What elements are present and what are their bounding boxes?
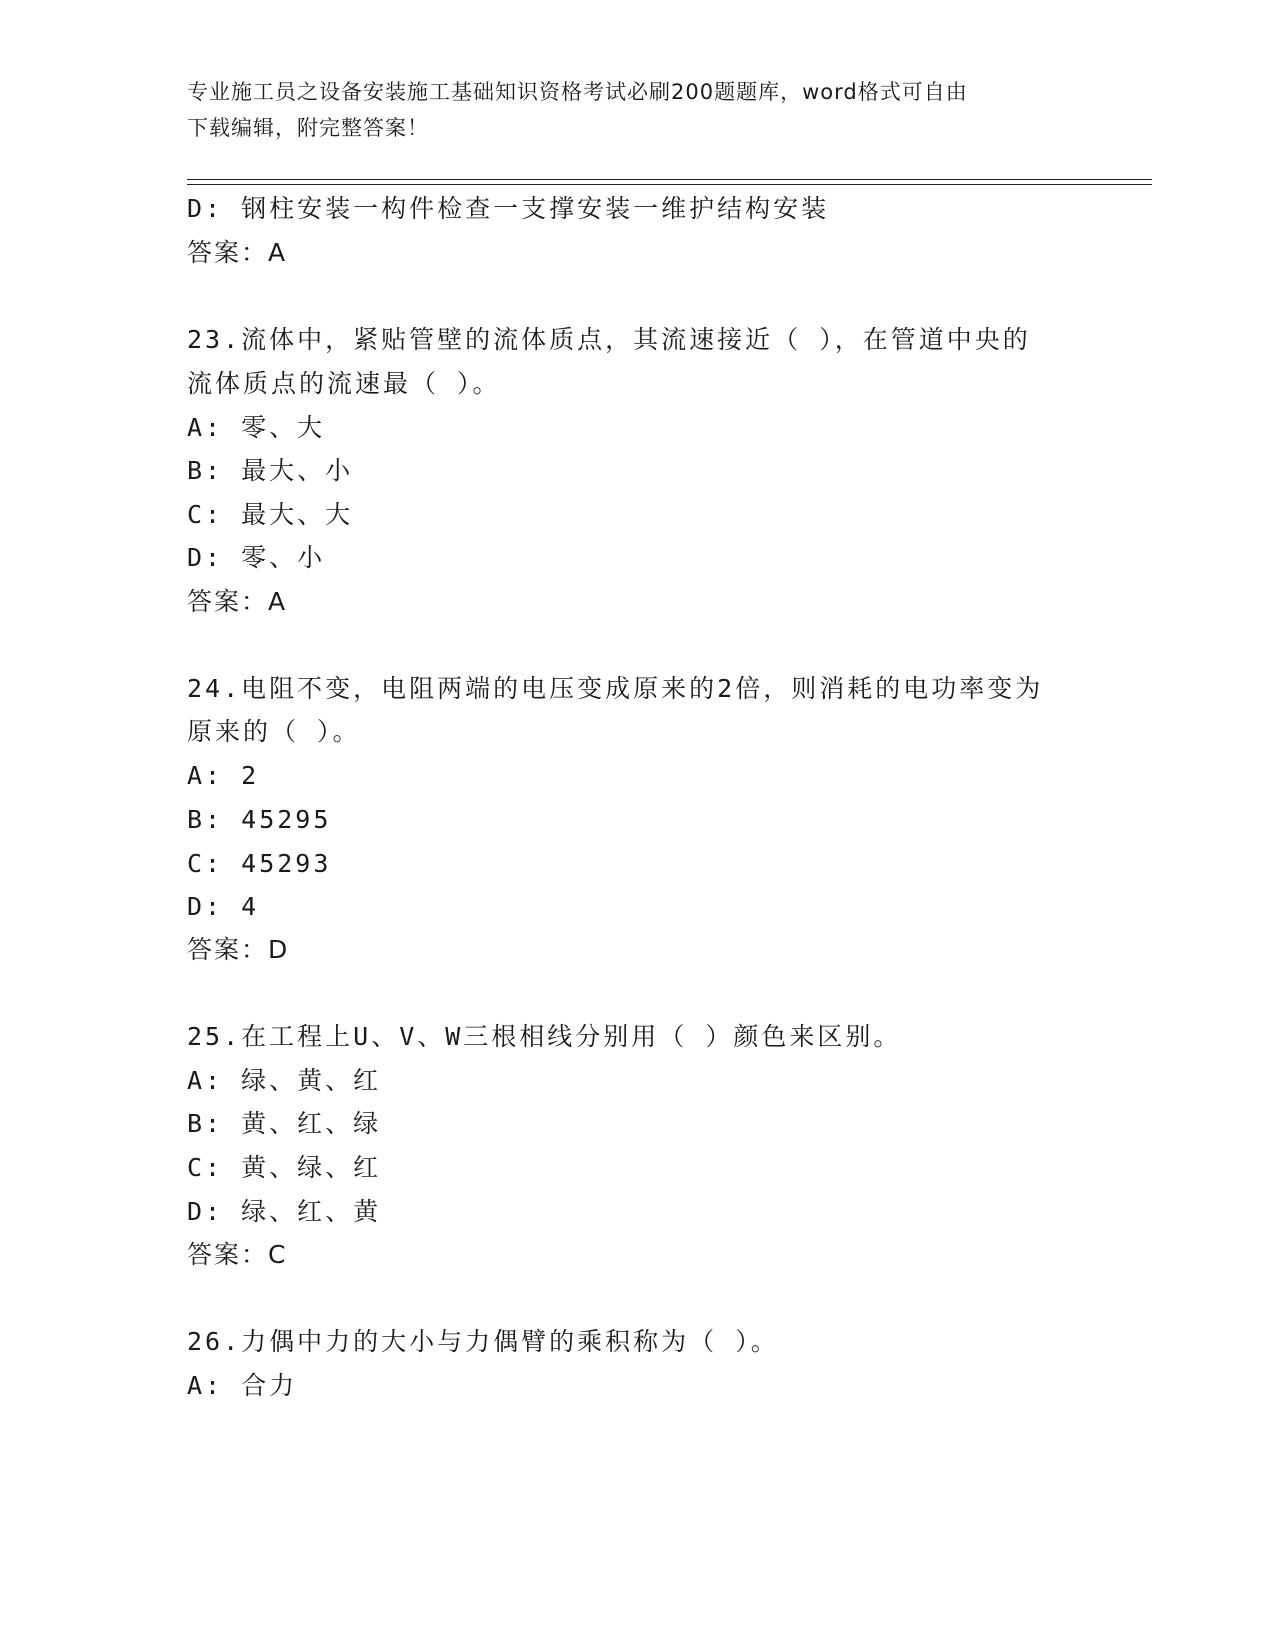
q25-option-a: A: 绿、黄、红 xyxy=(187,1066,382,1095)
q25-stem-line-1: 25.在工程上U、V、W三根相线分别用（ ）颜色来区别。 xyxy=(187,1022,902,1051)
q24-option-a: A: 2 xyxy=(187,761,260,790)
q24-stem-line-2: 原来的（ ）。 xyxy=(187,717,361,746)
q26-stem-line-1: 26.力偶中力的大小与力偶臂的乘积称为（ ）。 xyxy=(187,1327,779,1356)
prev-answer: 答案：A xyxy=(187,238,288,267)
q26-option-a: A: 合力 xyxy=(187,1371,298,1400)
q24-stem-line-1: 24.电阻不变，电阻两端的电压变成原来的2倍，则消耗的电功率变为 xyxy=(187,674,1044,703)
q23-option-d: D: 零、小 xyxy=(187,543,326,572)
q25-option-d: D: 绿、红、黄 xyxy=(187,1197,382,1226)
q24-answer: 答案：D xyxy=(187,935,290,964)
q24-option-c: C: 45293 xyxy=(187,849,332,878)
q25-option-b: B: 黄、红、绿 xyxy=(187,1109,382,1138)
header-divider-top xyxy=(187,179,1152,180)
q23-option-c: C: 最大、大 xyxy=(187,500,354,529)
q24-option-d: D: 4 xyxy=(187,892,260,921)
q23-option-a: A: 零、大 xyxy=(187,413,326,442)
q23-option-b: B: 最大、小 xyxy=(187,456,354,485)
q25-answer: 答案：C xyxy=(187,1240,288,1269)
q24-option-b: B: 45295 xyxy=(187,805,332,834)
header-line-2: 下载编辑，附完整答案！ xyxy=(187,116,429,140)
document-header xyxy=(187,74,1087,146)
q23-answer: 答案：A xyxy=(187,587,288,616)
header-line-1: 专业施工员之设备安装施工基础知识资格考试必刷200题题库，word格式可自由 xyxy=(187,80,968,104)
q25-option-c: C: 黄、绿、红 xyxy=(187,1153,382,1182)
header-divider-bottom xyxy=(187,184,1152,185)
prev-option-d: D: 钢柱安装一构件检查一支撑安装一维护结构安装 xyxy=(187,194,830,223)
q23-stem-line-2: 流体质点的流速最（ ）。 xyxy=(187,369,501,398)
q23-stem-line-1: 23.流体中，紧贴管壁的流体质点，其流速接近（ ），在管道中央的 xyxy=(187,325,1031,354)
